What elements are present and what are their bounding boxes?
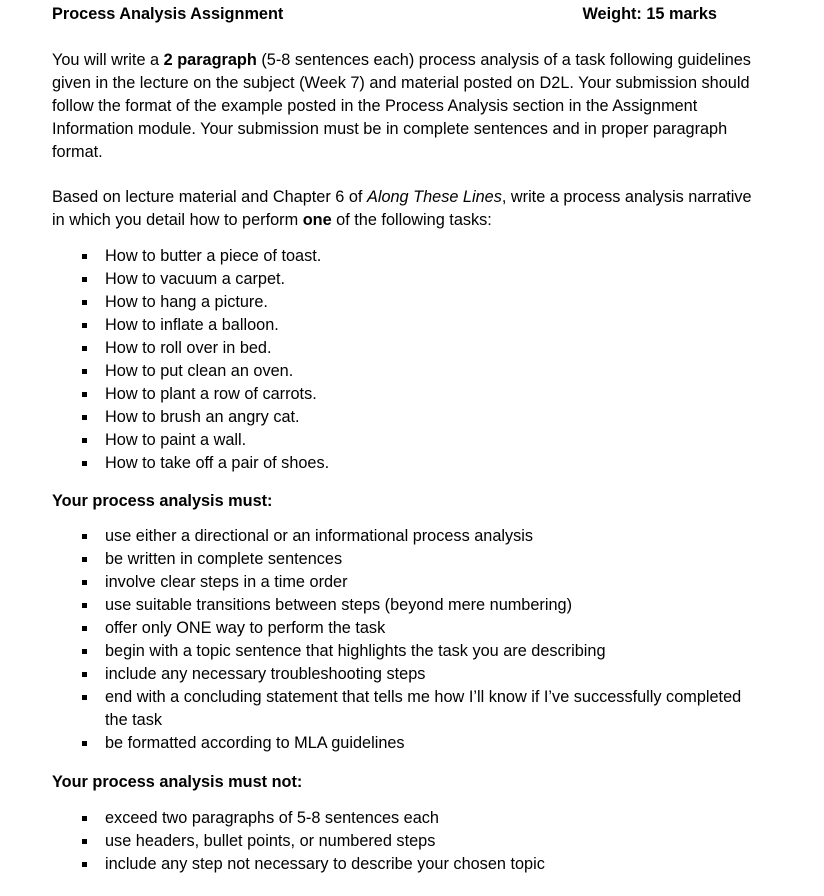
must-heading: Your process analysis must: bbox=[52, 492, 273, 510]
must-item: use either a directional or an informational process analysis bbox=[52, 525, 745, 548]
p1-text-a: You will write a bbox=[52, 51, 164, 69]
task-item: How to butter a piece of toast. bbox=[52, 245, 745, 268]
task-item: How to take off a pair of shoes. bbox=[52, 452, 745, 475]
book-title: Along These Lines bbox=[366, 188, 502, 206]
task-list bbox=[52, 245, 745, 475]
p2-text-b: , write a process analysis narrative in which you detail how to perform bbox=[52, 188, 752, 229]
p1-bold: 2 paragraph bbox=[163, 51, 257, 69]
p2-text-c: of the following tasks: bbox=[331, 211, 492, 229]
must-item: offer only ONE way to perform the task bbox=[52, 617, 745, 640]
must-item: be written in complete sentences bbox=[52, 548, 745, 571]
p2-bold: one bbox=[302, 211, 332, 229]
must-not-list bbox=[52, 807, 745, 876]
task-item: How to roll over in bed. bbox=[52, 337, 745, 360]
must-item: involve clear steps in a time order bbox=[52, 571, 745, 594]
task-item: How to brush an angry cat. bbox=[52, 406, 745, 429]
document-header bbox=[52, 3, 717, 26]
task-item: How to plant a row of carrots. bbox=[52, 383, 745, 406]
weight-label: Weight: 15 marks bbox=[582, 5, 717, 23]
task-item: How to hang a picture. bbox=[52, 291, 745, 314]
document-title: Process Analysis Assignment bbox=[52, 5, 284, 23]
p1-text-b: (5-8 sentences each) process analysis of a task following guidelines given in the lecture on the subject (Week 7) and material posted on D2L. Your submission should follow the format of the example posted in the Process Analysis section in the Assignment Information module. Your submission must be in complete sentences and in proper paragraph format. bbox=[52, 51, 751, 161]
must-not-heading: Your process analysis must not: bbox=[52, 773, 303, 791]
must-item: include any necessary troubleshooting steps bbox=[52, 663, 745, 686]
intro-paragraph-1 bbox=[52, 49, 752, 164]
must-item: use suitable transitions between steps (beyond mere numbering) bbox=[52, 594, 745, 617]
must-item: begin with a topic sentence that highlights the task you are describing bbox=[52, 640, 745, 663]
must-not-item: use headers, bullet points, or numbered steps bbox=[52, 830, 745, 853]
must-item: end with a concluding statement that tells me how I’ll know if I’ve successfully completed the task bbox=[52, 686, 745, 732]
task-item: How to vacuum a carpet. bbox=[52, 268, 745, 291]
task-item: How to paint a wall. bbox=[52, 429, 745, 452]
must-not-item: exceed two paragraphs of 5-8 sentences each bbox=[52, 807, 745, 830]
must-list bbox=[52, 525, 745, 755]
task-item: How to inflate a balloon. bbox=[52, 314, 745, 337]
intro-paragraph-2 bbox=[52, 186, 752, 232]
p2-text-a: Based on lecture material and Chapter 6 of bbox=[52, 188, 367, 206]
must-item: be formatted according to MLA guidelines bbox=[52, 732, 745, 755]
must-not-item: include any step not necessary to describe your chosen topic bbox=[52, 853, 745, 876]
task-item: How to put clean an oven. bbox=[52, 360, 745, 383]
